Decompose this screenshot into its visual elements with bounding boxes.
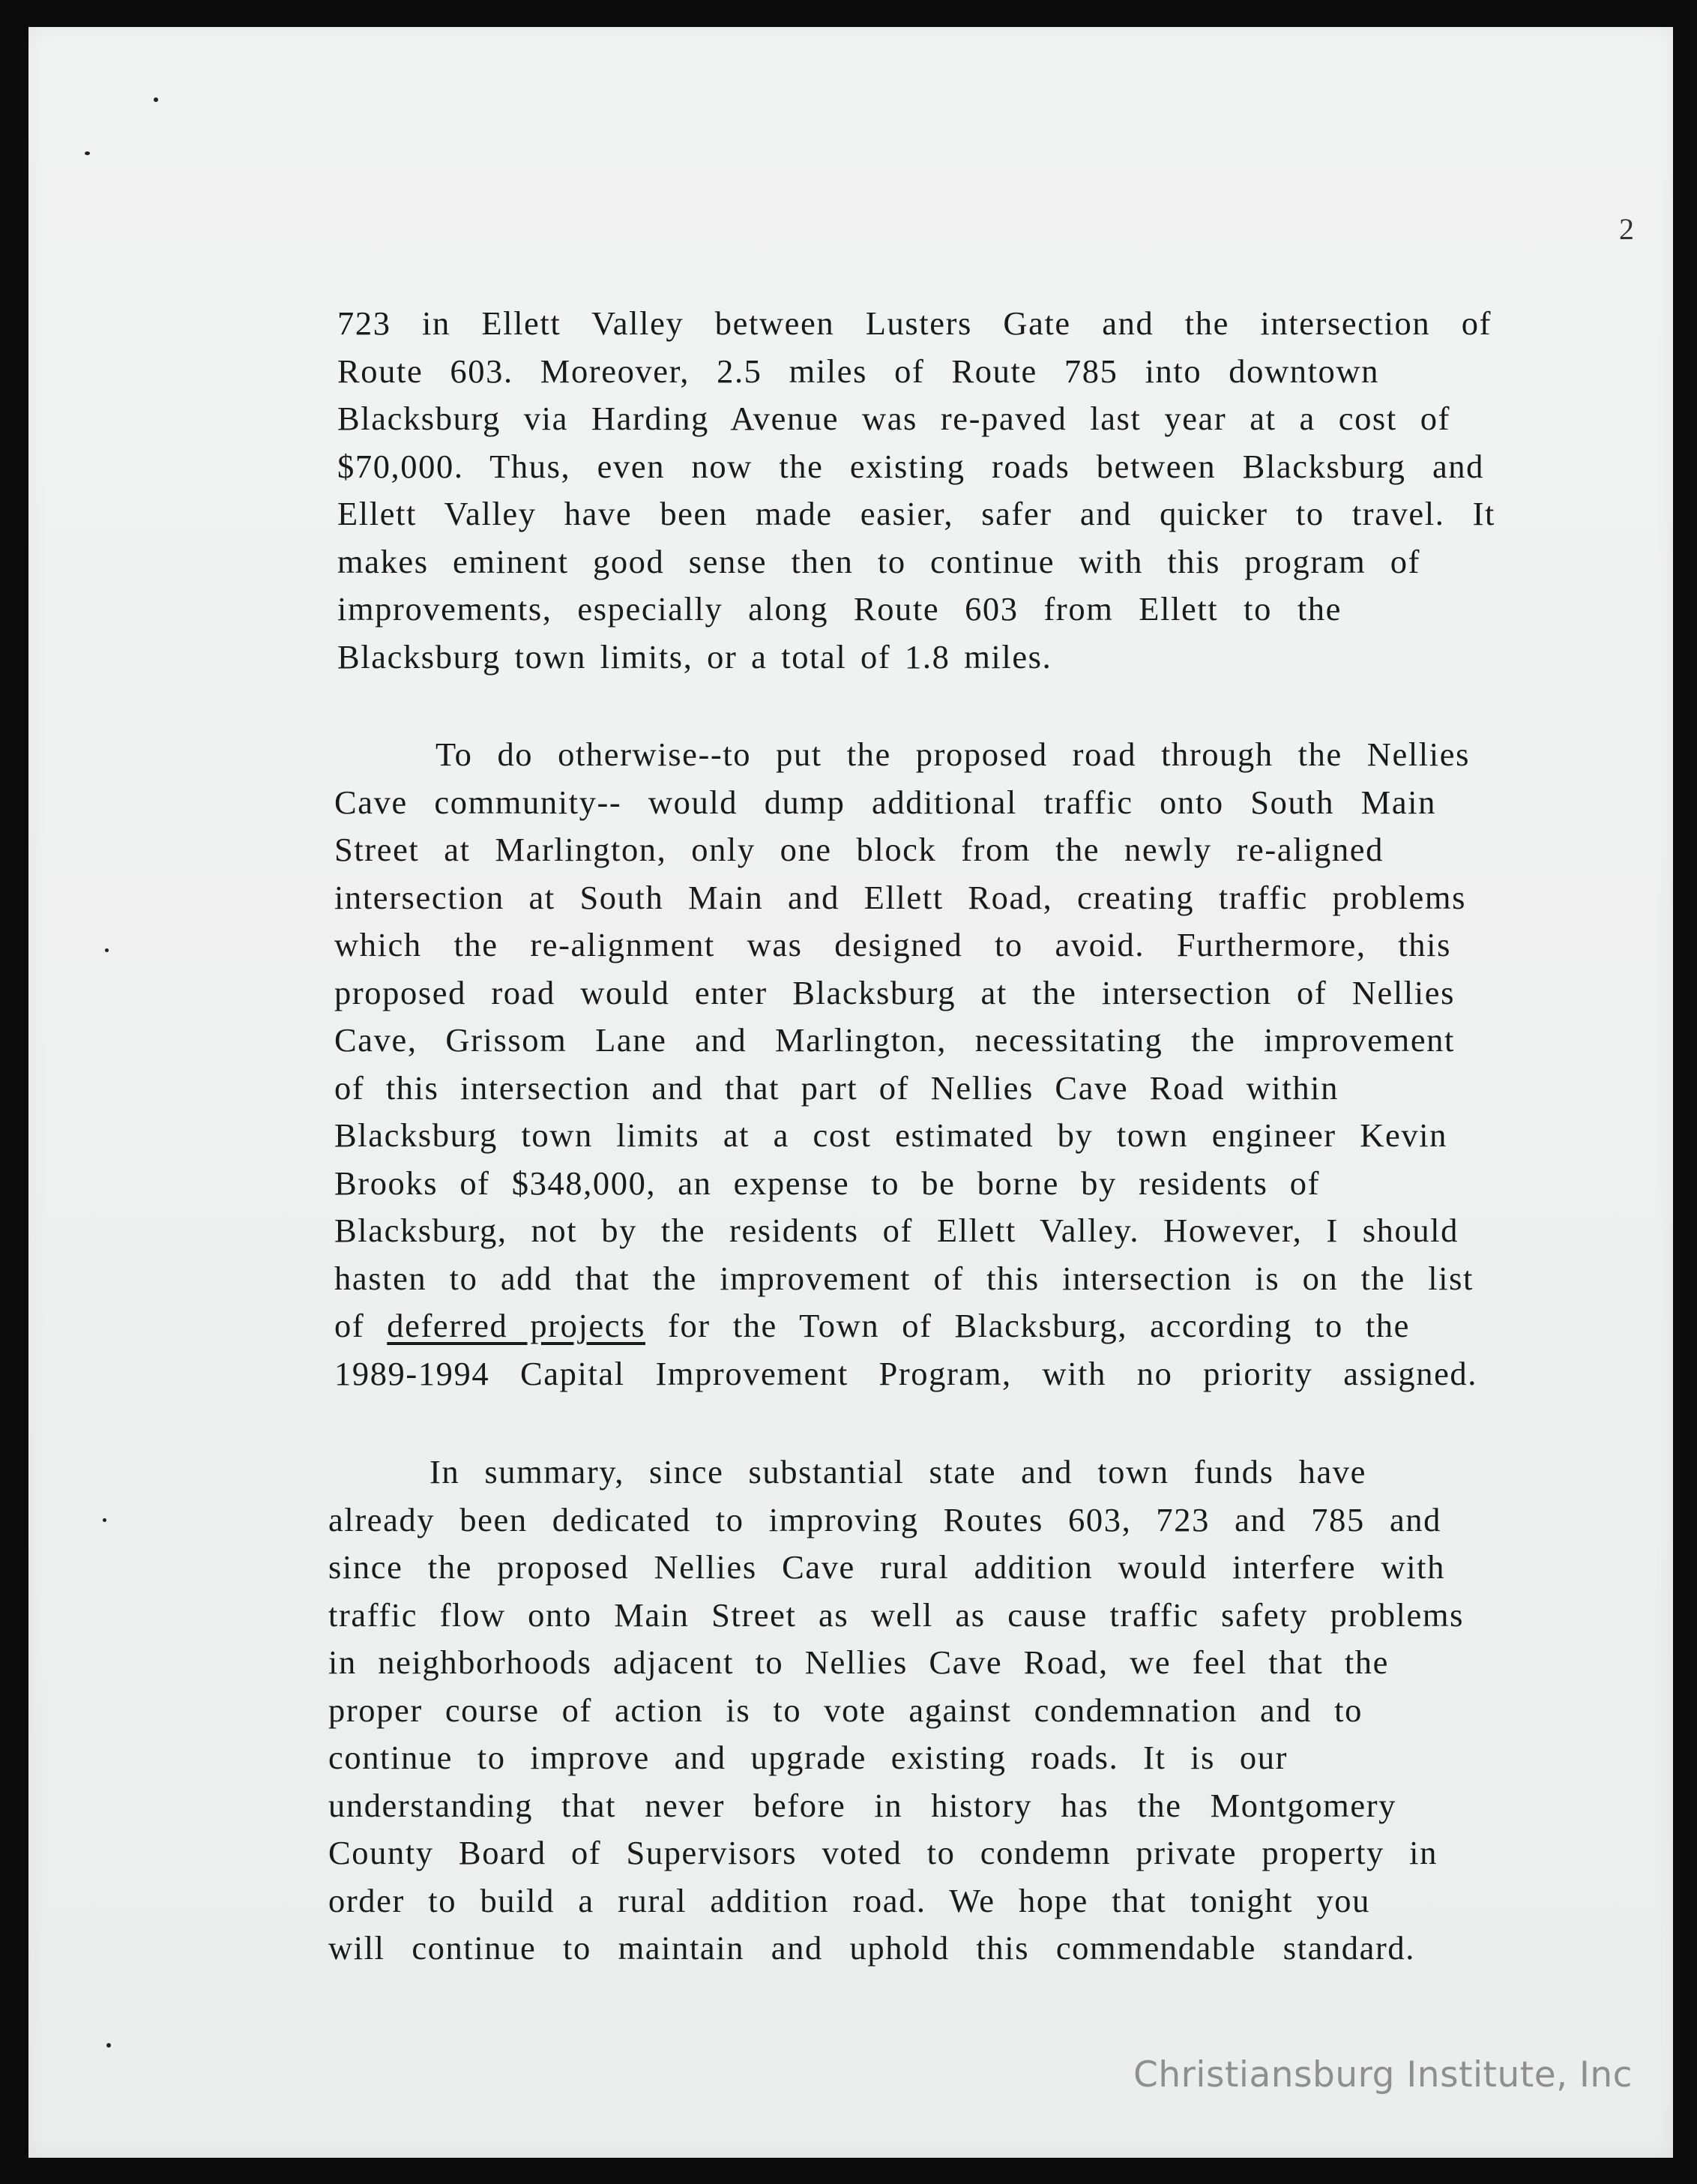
text-line: in neighborhoods adjacent to Nellies Cave Road, we feel that the bbox=[328, 1643, 1389, 1681]
text-line: traffic flow onto Main Street as well as cause traffic safety problems bbox=[328, 1595, 1464, 1634]
text-line: Blacksburg town limits, or a total of 1.8 miles. bbox=[337, 637, 1052, 676]
text-line: $70,000. Thus, even now the existing roads between Blacksburg and bbox=[337, 447, 1484, 485]
text-line: will continue to maintain and uphold this commendable standard. bbox=[328, 1929, 1415, 1967]
text-line: understanding that never before in history has the Montgomery bbox=[328, 1786, 1396, 1824]
text-line: proposed road would enter Blacksburg at the intersection of Nellies bbox=[334, 973, 1455, 1011]
text-line: hasten to add that the improvement of this intersection is on the list bbox=[334, 1259, 1474, 1297]
text-line bbox=[334, 1302, 1410, 1350]
paragraph-2 bbox=[334, 731, 1489, 1398]
paragraph-1 bbox=[337, 300, 1495, 681]
text-line: of this intersection and that part of Nellies Cave Road within bbox=[334, 1068, 1339, 1107]
paragraph-3 bbox=[328, 1449, 1483, 1973]
text-fragment: for the Town of Blacksburg, according to the bbox=[645, 1307, 1410, 1344]
text-line: To do otherwise--to put the proposed road through the Nellies bbox=[435, 735, 1470, 773]
text-line: Cave, Grissom Lane and Marlington, necessitating the improvement bbox=[334, 1021, 1455, 1059]
page-number: 2 bbox=[1619, 212, 1634, 246]
text-line: order to build a rural addition road. We hope that tonight you bbox=[328, 1881, 1370, 1919]
text-line: Street at Marlington, only one block from the newly re-aligned bbox=[334, 831, 1384, 868]
text-line: since the proposed Nellies Cave rural addition would interfere with bbox=[328, 1548, 1445, 1586]
scan-speck bbox=[105, 948, 109, 952]
text-line: Blacksburg via Harding Avenue was re-paved last year at a cost of bbox=[337, 400, 1450, 437]
scan-speck bbox=[103, 1518, 106, 1522]
text-line: Route 603. Moreover, 2.5 miles of Route 785 into downtown bbox=[337, 352, 1379, 390]
watermark: Christiansburg Institute, Inc bbox=[1133, 2054, 1633, 2096]
text-line: proper course of action is to vote against condemnation and to bbox=[328, 1691, 1363, 1729]
scan-speck bbox=[106, 2043, 111, 2048]
scan-speck bbox=[85, 151, 90, 155]
text-line: County Board of Supervisors voted to condemn private property in bbox=[328, 1834, 1438, 1871]
text-line: Blacksburg town limits at a cost estimated by town engineer Kevin bbox=[334, 1116, 1447, 1154]
text-line: which the re-alignment was designed to avoid. Furthermore, this bbox=[334, 926, 1451, 963]
text-line: 723 in Ellett Valley between Lusters Gate and the intersection of bbox=[337, 304, 1492, 342]
text-line: 1989-1994 Capital Improvement Program, with no priority assigned. bbox=[334, 1354, 1477, 1392]
text-line: improvements, especially along Route 603 from Ellett to the bbox=[337, 590, 1342, 628]
text-line: Cave community-- would dump additional traffic onto South Main bbox=[334, 783, 1436, 821]
text-line: Brooks of $348,000, an expense to be borne by residents of bbox=[334, 1164, 1320, 1202]
text-line: Ellett Valley have been made easier, safer and quicker to travel. It bbox=[337, 495, 1495, 532]
text-line: Blacksburg, not by the residents of Ellett Valley. However, I should bbox=[334, 1212, 1459, 1249]
underlined-text: deferred projects bbox=[387, 1307, 645, 1344]
text-line: makes eminent good sense then to continue with this program of bbox=[337, 542, 1420, 580]
scan-speck bbox=[154, 97, 158, 102]
text-line: continue to improve and upgrade existing roads. It is our bbox=[328, 1739, 1288, 1776]
text-fragment: of bbox=[334, 1307, 388, 1344]
text-line: In summary, since substantial state and town funds have bbox=[429, 1453, 1366, 1490]
text-line: intersection at South Main and Ellett Road, creating traffic problems bbox=[334, 878, 1466, 916]
text-line: already been dedicated to improving Routes 603, 723 and 785 and bbox=[328, 1500, 1441, 1538]
